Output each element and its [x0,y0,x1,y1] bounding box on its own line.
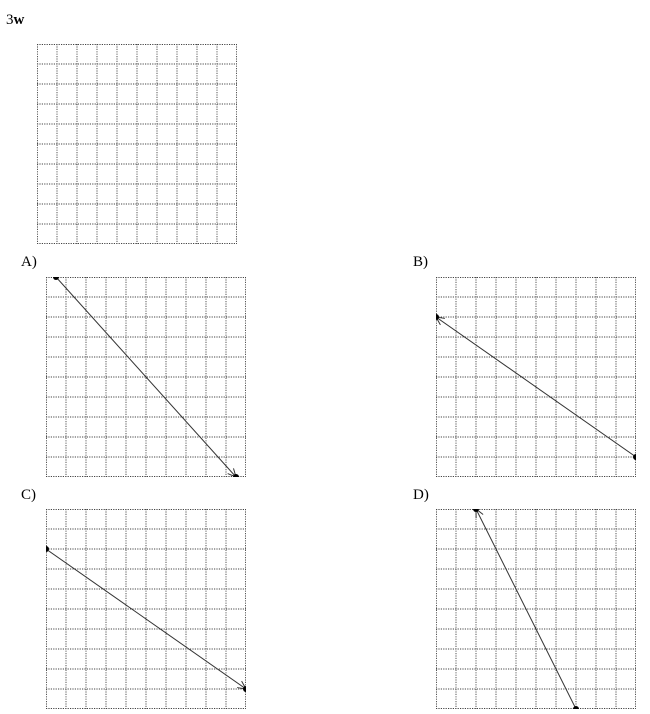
option-a-graph[interactable] [46,277,246,477]
question-prompt [6,12,24,29]
option-b-graph[interactable] [436,277,636,477]
option-b-label: B) [413,254,428,270]
option-c-label: C) [21,487,36,503]
blank-answer-grid [37,44,237,244]
option-a-label: A) [21,254,37,270]
vector-head-point [473,509,479,512]
option-d-label: D) [413,487,429,503]
option-c-graph[interactable] [46,509,246,709]
option-d-graph[interactable] [436,509,636,709]
vector-name: w [13,12,25,28]
coefficient: 3 [6,12,14,28]
vector-tail-point [573,706,579,709]
